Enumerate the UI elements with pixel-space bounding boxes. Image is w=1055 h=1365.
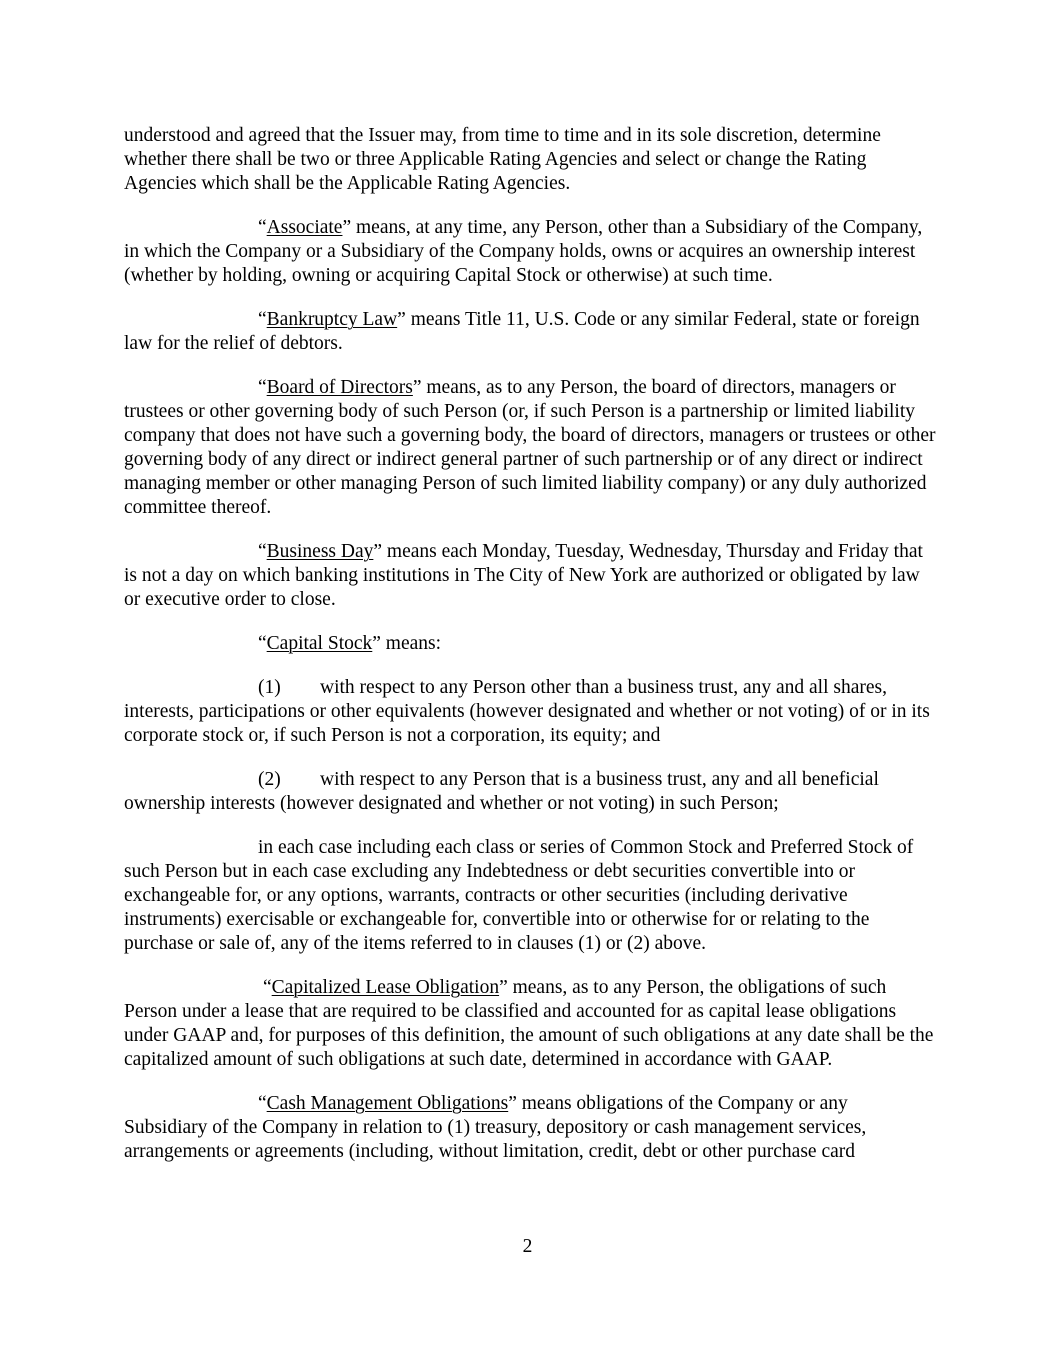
open-quote: “ [258,309,267,330]
defined-term: Bankruptcy Law [266,309,398,330]
definition-text: ” means, as to any Person, the board of directors, managers or trustees or other governing body of such Person (or, if such Person is a partnership or limited liability company that does not have such a governing body, the board of directors, managers or trustees or other governing body of any direct or indirect general partner of such partnership or of any direct or indirect managing member or other managing Person of such limited liability company) or any duly authorized committee thereof. [124,377,936,518]
definition-text: ” means, as to any Person, the obligations of such Person under a lease that are required to be classified and accounted for as capital lease obligations under GAAP and, for purposes of this definition, the amount of such obligations at any date shall be the capitalized amount of such obligations at such date, determined in accordance with GAAP. [124,977,934,1070]
clause-2 [124,768,936,816]
page-number: 2 [522,1236,533,1257]
definition-text: ” means, at any time, any Person, other than a Subsidiary of the Company, in which the Company or a Subsidiary of the Company holds, owns or acquires an ownership interest (whether by holding, owning or acquiring Capital Stock or otherwise) at such time. [124,217,923,286]
open-quote: “ [258,633,267,654]
definition-capitalized-lease-obligation [124,976,936,1072]
paragraph-text: in each case including each class or series of Common Stock and Preferred Stock of such Person but in each case excluding any Indebtedness or debt securities convertible into or exchangeable for, or any options, warrants, contracts or other securities (including derivative instruments) exercisable or exchangeable for, convertible into or otherwise for or relating to the purchase or sale of, any of the items referred to in clauses (1) or (2) above. [124,837,914,954]
defined-term: Capital Stock [266,633,373,654]
defined-term: Cash Management Obligations [266,1093,509,1114]
open-quote: “ [263,977,272,998]
paragraph-each-case [124,836,936,956]
open-quote: “ [258,541,267,562]
definition-associate [124,216,936,288]
open-quote: “ [258,217,267,238]
defined-term: Associate [266,217,343,238]
clause-number: (1) [258,677,281,698]
definition-business-day [124,540,936,612]
definition-board-of-directors [124,376,936,520]
definition-text: ” means each Monday, Tuesday, Wednesday, Thursday and Friday that is not a day on which banking institutions in The City of New York are authorized or obligated by law or executive order to close. [124,541,923,610]
defined-term: Capitalized Lease Obligation [271,977,500,998]
document-page [124,124,936,1184]
clause-text: with respect to any Person that is a business trust, any and all beneficial ownership interests (however designated and whether or not voting) in such Person; [124,769,879,814]
open-quote: “ [258,1093,267,1114]
open-quote: “ [258,377,267,398]
definition-capital-stock [124,632,936,656]
clause-1 [124,676,936,748]
defined-term: Board of Directors [266,377,413,398]
definition-text: ” means: [372,633,442,654]
definition-text: ” means obligations of the Company or any Subsidiary of the Company in relation to (1) treasury, depository or cash management services, arrangements or agreements (including, without limitation, credit, debt or other purchase card [124,1093,867,1162]
paragraph-rating-agencies [124,124,936,196]
definition-bankruptcy-law [124,308,936,356]
paragraph-text: understood and agreed that the Issuer may, from time to time and in its sole discretion, determine whether there shall be two or three Applicable Rating Agencies and select or change the Rating Agencies which shall be the Applicable Rating Agencies. [124,125,881,194]
clause-number: (2) [258,769,281,790]
definition-cash-management-obligations [124,1092,936,1164]
clause-text: with respect to any Person other than a business trust, any and all shares, interests, participations or other equivalents (however designated and whether or not voting) of or in its corporate stock or, if such Person is not a corporation, its equity; and [124,677,930,746]
definition-text: ” means Title 11, U.S. Code or any similar Federal, state or foreign law for the relief of debtors. [124,309,920,354]
defined-term: Business Day [266,541,374,562]
